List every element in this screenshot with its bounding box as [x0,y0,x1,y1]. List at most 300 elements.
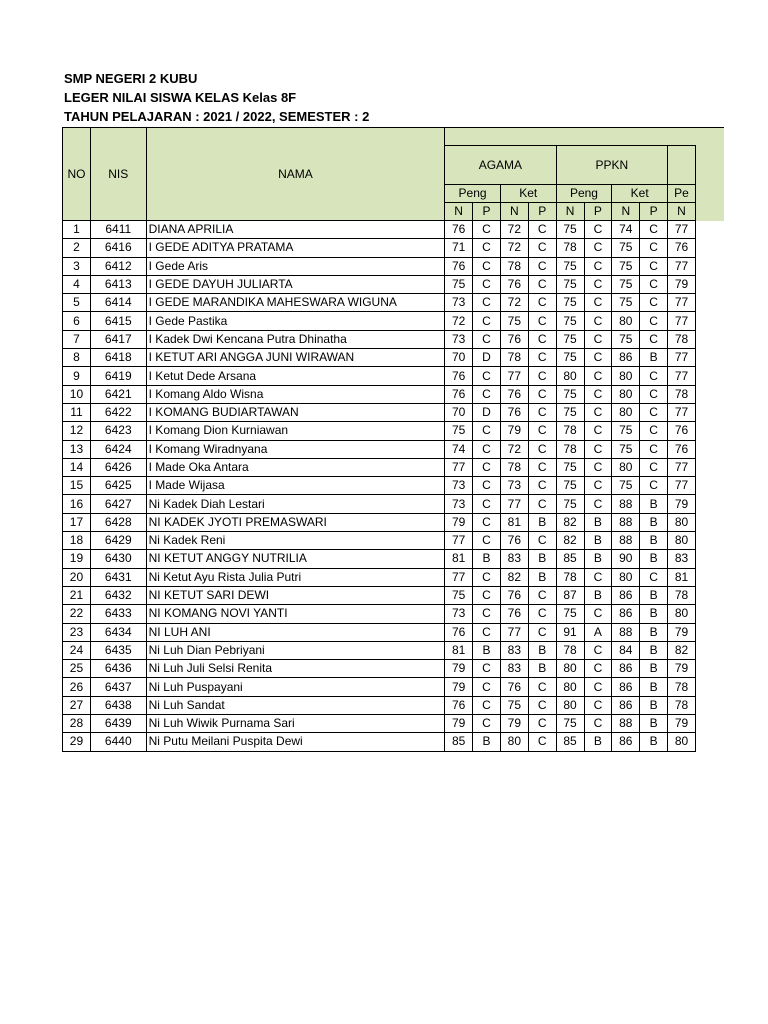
grade-agama-ket-p: B [528,641,556,659]
grade-agama-peng-p: C [473,440,501,458]
table-row [63,403,696,421]
grade-agama-peng-n: 75 [445,586,473,604]
header-subject-ppkn: PPKN [556,146,667,185]
grade-agama-peng-p: C [473,422,501,440]
grade-ppkn-peng-p: C [584,678,612,696]
row-no: 15 [63,477,91,495]
row-nama: Ni Luh Sandat [146,696,445,714]
grade-ppkn-peng-p: B [584,550,612,568]
grade-ppkn-peng-n: 75 [556,221,584,239]
row-no: 4 [63,275,91,293]
grade-agama-ket-n: 77 [500,495,528,513]
grade-agama-peng-n: 74 [445,440,473,458]
grade-ppkn-peng-n: 78 [556,440,584,458]
grade-ppkn-peng-n: 85 [556,550,584,568]
grade-ppkn-ket-p: B [640,641,668,659]
row-nis: 6437 [90,678,146,696]
grade-ppkn-ket-n: 88 [612,495,640,513]
grade-ppkn-ket-p: C [640,221,668,239]
grade-agama-peng-p: C [473,660,501,678]
grade-ppkn-ket-p: B [640,660,668,678]
row-nis: 6429 [90,532,146,550]
grade-agama-peng-n: 70 [445,403,473,421]
grade-ppkn-ket-p: C [640,275,668,293]
row-nis: 6411 [90,221,146,239]
grade-agama-ket-n: 73 [500,477,528,495]
grade-agama-peng-p: C [473,623,501,641]
grade-agama-peng-n: 73 [445,477,473,495]
grade-ppkn-peng-n: 78 [556,422,584,440]
grade-ppkn-peng-p: B [584,513,612,531]
table-row [63,623,696,641]
grade-agama-peng-p: C [473,367,501,385]
grade-ppkn-ket-p: C [640,385,668,403]
grade-agama-peng-p: C [473,221,501,239]
table-row [63,385,696,403]
academic-year: TAHUN PELAJARAN : 2021 / 2022, SEMESTER : 2 [64,109,370,124]
grade-agama-ket-p: C [528,221,556,239]
grade-ppkn-peng-n: 75 [556,312,584,330]
row-no: 9 [63,367,91,385]
grade-agama-peng-n: 77 [445,568,473,586]
grade-ppkn-peng-p: C [584,257,612,275]
grade-agama-ket-p: C [528,257,556,275]
grade-agama-peng-n: 75 [445,275,473,293]
header-p: P [528,203,556,221]
table-row [63,221,696,239]
grade-agama-peng-p: C [473,568,501,586]
grade-subject3-peng-n: 77 [668,221,696,239]
row-nis: 6430 [90,550,146,568]
row-nama: I Komang Wiradnyana [146,440,445,458]
report-titles [64,69,369,126]
grade-agama-ket-p: C [528,440,556,458]
grade-agama-ket-p: B [528,550,556,568]
table-row [63,275,696,293]
grade-agama-peng-n: 81 [445,641,473,659]
grade-agama-peng-n: 76 [445,385,473,403]
grade-ppkn-peng-p: C [584,440,612,458]
grade-subject3-peng-n: 78 [668,330,696,348]
grade-agama-peng-p: B [473,641,501,659]
header-n: N [556,203,584,221]
grade-subject3-peng-n: 80 [668,513,696,531]
row-no: 14 [63,458,91,476]
grade-subject3-peng-n: 78 [668,696,696,714]
header-n: N [668,203,696,221]
row-nama: Ni Kadek Reni [146,532,445,550]
grade-agama-peng-p: C [473,257,501,275]
grade-ppkn-ket-n: 75 [612,294,640,312]
table-row [63,422,696,440]
grade-agama-peng-p: C [473,495,501,513]
grade-agama-peng-p: C [473,678,501,696]
grade-agama-ket-n: 76 [500,532,528,550]
grade-agama-ket-n: 72 [500,239,528,257]
grade-agama-peng-p: C [473,294,501,312]
header-third-peng-partial: Pe [668,185,696,203]
grade-agama-peng-n: 77 [445,532,473,550]
grade-agama-peng-p: C [473,385,501,403]
table-row [63,330,696,348]
grade-agama-peng-n: 72 [445,312,473,330]
row-nama: I KOMANG BUDIARTAWAN [146,403,445,421]
table-row [63,440,696,458]
grade-ppkn-peng-n: 80 [556,678,584,696]
grade-agama-peng-n: 76 [445,696,473,714]
grade-agama-ket-p: B [528,568,556,586]
grade-ppkn-peng-p: B [584,586,612,604]
grade-subject3-peng-n: 79 [668,275,696,293]
row-no: 25 [63,660,91,678]
grade-agama-ket-n: 76 [500,385,528,403]
row-no: 2 [63,239,91,257]
header-group-blank [445,128,696,146]
row-nama: NI KETUT ANGGY NUTRILIA [146,550,445,568]
grade-agama-ket-n: 75 [500,312,528,330]
row-no: 10 [63,385,91,403]
row-nis: 6425 [90,477,146,495]
row-nama: Ni Luh Puspayani [146,678,445,696]
row-nis: 6416 [90,239,146,257]
row-nis: 6418 [90,349,146,367]
grade-ppkn-ket-n: 80 [612,568,640,586]
grade-ppkn-peng-n: 80 [556,660,584,678]
grade-ppkn-ket-n: 86 [612,349,640,367]
grade-agama-ket-n: 83 [500,550,528,568]
row-no: 29 [63,733,91,751]
grade-ppkn-ket-n: 84 [612,641,640,659]
grade-ppkn-ket-n: 86 [612,605,640,623]
table-row [63,532,696,550]
grade-ppkn-ket-n: 75 [612,275,640,293]
grade-agama-ket-n: 78 [500,458,528,476]
grade-subject3-peng-n: 76 [668,239,696,257]
grade-rows [63,221,696,752]
row-no: 24 [63,641,91,659]
grade-table [62,127,696,752]
grade-agama-ket-p: C [528,458,556,476]
grade-ppkn-peng-n: 75 [556,257,584,275]
grade-agama-peng-p: C [473,239,501,257]
grade-ppkn-ket-n: 75 [612,257,640,275]
grade-ppkn-peng-n: 82 [556,532,584,550]
row-nama: Ni Ketut Ayu Rista Julia Putri [146,568,445,586]
grade-ppkn-peng-p: C [584,385,612,403]
grade-ppkn-ket-p: C [640,312,668,330]
grade-ppkn-ket-p: C [640,257,668,275]
table-row [63,312,696,330]
grade-ppkn-peng-p: C [584,403,612,421]
grade-ppkn-ket-p: B [640,532,668,550]
grade-agama-ket-n: 78 [500,349,528,367]
row-nis: 6414 [90,294,146,312]
table-row [63,715,696,733]
grade-agama-ket-n: 76 [500,605,528,623]
row-nis: 6439 [90,715,146,733]
grade-agama-peng-n: 79 [445,660,473,678]
grade-ppkn-ket-n: 75 [612,422,640,440]
row-nis: 6417 [90,330,146,348]
grade-ppkn-peng-p: C [584,312,612,330]
grade-subject3-peng-n: 78 [668,586,696,604]
grade-ppkn-ket-p: B [640,715,668,733]
grade-subject3-peng-n: 77 [668,477,696,495]
grade-agama-peng-p: C [473,586,501,604]
grade-subject3-peng-n: 78 [668,678,696,696]
grade-agama-ket-p: C [528,367,556,385]
grade-ppkn-peng-n: 75 [556,715,584,733]
grade-agama-ket-n: 77 [500,623,528,641]
grade-agama-ket-n: 72 [500,221,528,239]
row-no: 20 [63,568,91,586]
grade-agama-ket-n: 77 [500,367,528,385]
grade-ppkn-peng-n: 75 [556,294,584,312]
row-nis: 6413 [90,275,146,293]
grade-agama-peng-n: 75 [445,422,473,440]
row-nama: I GEDE DAYUH JULIARTA [146,275,445,293]
header-agama-ket: Ket [500,185,556,203]
grade-ppkn-peng-p: C [584,495,612,513]
grade-agama-ket-p: C [528,385,556,403]
grade-ppkn-ket-p: C [640,440,668,458]
grade-subject3-peng-n: 79 [668,660,696,678]
row-no: 28 [63,715,91,733]
grade-sheet [62,127,696,756]
grade-ppkn-peng-p: C [584,422,612,440]
grade-ppkn-peng-p: C [584,239,612,257]
grade-ppkn-peng-p: C [584,568,612,586]
grade-ppkn-peng-n: 82 [556,513,584,531]
grade-agama-peng-p: C [473,275,501,293]
grade-ppkn-peng-n: 91 [556,623,584,641]
grade-ppkn-peng-n: 75 [556,385,584,403]
row-no: 12 [63,422,91,440]
grade-agama-ket-n: 82 [500,568,528,586]
grade-agama-peng-n: 79 [445,678,473,696]
row-nama: NI KETUT SARI DEWI [146,586,445,604]
grade-ppkn-ket-p: B [640,513,668,531]
table-row [63,458,696,476]
row-nis: 6438 [90,696,146,714]
grade-agama-peng-p: C [473,312,501,330]
row-no: 11 [63,403,91,421]
row-nama: I KETUT ARI ANGGA JUNI WIRAWAN [146,349,445,367]
row-nis: 6435 [90,641,146,659]
table-row [63,495,696,513]
grade-agama-ket-n: 76 [500,678,528,696]
grade-agama-peng-n: 76 [445,367,473,385]
row-nama: Ni Luh Juli Selsi Renita [146,660,445,678]
grade-agama-peng-p: C [473,715,501,733]
grade-agama-peng-p: D [473,403,501,421]
row-no: 7 [63,330,91,348]
grade-agama-peng-n: 70 [445,349,473,367]
grade-ppkn-peng-n: 80 [556,696,584,714]
table-row [63,550,696,568]
grade-agama-peng-p: C [473,532,501,550]
table-row [63,605,696,623]
table-row [63,294,696,312]
grade-ppkn-ket-p: C [640,422,668,440]
grade-subject3-peng-n: 77 [668,312,696,330]
row-no: 8 [63,349,91,367]
row-nama: Ni Luh Dian Pebriyani [146,641,445,659]
table-row [63,257,696,275]
grade-ppkn-ket-p: B [640,550,668,568]
row-nis: 6432 [90,586,146,604]
row-nis: 6412 [90,257,146,275]
grade-ppkn-ket-p: C [640,294,668,312]
grade-agama-ket-p: C [528,422,556,440]
header-n: N [445,203,473,221]
grade-agama-peng-n: 76 [445,257,473,275]
grade-ppkn-peng-n: 75 [556,605,584,623]
grade-agama-ket-n: 81 [500,513,528,531]
grade-ppkn-peng-p: C [584,641,612,659]
grade-ppkn-peng-n: 75 [556,349,584,367]
grade-ppkn-ket-p: C [640,458,668,476]
header-n: N [500,203,528,221]
grade-ppkn-peng-p: C [584,605,612,623]
row-no: 21 [63,586,91,604]
table-row [63,513,696,531]
grade-ppkn-peng-n: 75 [556,495,584,513]
row-nis: 6426 [90,458,146,476]
row-nama: NI LUH ANI [146,623,445,641]
row-nama: I Ketut Dede Arsana [146,367,445,385]
grade-agama-peng-p: D [473,349,501,367]
grade-ppkn-peng-n: 87 [556,586,584,604]
grade-agama-peng-n: 79 [445,513,473,531]
grade-agama-peng-p: C [473,458,501,476]
grade-agama-peng-p: C [473,477,501,495]
grade-agama-peng-n: 85 [445,733,473,751]
grade-ppkn-ket-p: B [640,586,668,604]
grade-agama-peng-p: B [473,733,501,751]
row-nama: I Kadek Dwi Kencana Putra Dhinatha [146,330,445,348]
grade-agama-peng-n: 76 [445,623,473,641]
grade-agama-ket-n: 75 [500,696,528,714]
row-nis: 6422 [90,403,146,421]
table-row [63,641,696,659]
grade-ppkn-peng-n: 75 [556,458,584,476]
table-row [63,239,696,257]
grade-agama-peng-n: 77 [445,458,473,476]
grade-subject3-peng-n: 76 [668,440,696,458]
grade-agama-ket-n: 83 [500,641,528,659]
row-nama: Ni Putu Meilani Puspita Dewi [146,733,445,751]
row-nis: 6434 [90,623,146,641]
row-nama: I GEDE MARANDIKA MAHESWARA WIGUNA [146,294,445,312]
grade-ppkn-peng-p: C [584,458,612,476]
grade-ppkn-ket-p: C [640,403,668,421]
grade-agama-ket-p: C [528,678,556,696]
grade-ppkn-peng-p: C [584,349,612,367]
header-subject-partial [668,146,696,185]
header-no: NO [63,128,91,221]
row-nis: 6424 [90,440,146,458]
table-row [63,733,696,751]
grade-subject3-peng-n: 77 [668,403,696,421]
grade-subject3-peng-n: 77 [668,458,696,476]
grade-ppkn-ket-n: 86 [612,696,640,714]
row-nama: DIANA APRILIA [146,221,445,239]
header-ppkn-ket: Ket [612,185,668,203]
row-nama: NI KOMANG NOVI YANTI [146,605,445,623]
grade-ppkn-ket-p: B [640,733,668,751]
grade-subject3-peng-n: 77 [668,257,696,275]
grade-agama-ket-p: C [528,239,556,257]
grade-ppkn-ket-n: 74 [612,221,640,239]
grade-agama-ket-p: C [528,403,556,421]
grade-subject3-peng-n: 79 [668,623,696,641]
grade-ppkn-ket-n: 80 [612,458,640,476]
grade-subject3-peng-n: 78 [668,385,696,403]
grade-agama-ket-p: C [528,477,556,495]
table-row [63,568,696,586]
grade-ppkn-ket-p: C [640,239,668,257]
row-no: 5 [63,294,91,312]
grade-agama-ket-p: C [528,715,556,733]
row-nama: I Made Oka Antara [146,458,445,476]
row-no: 3 [63,257,91,275]
grade-ppkn-ket-n: 86 [612,660,640,678]
grade-subject3-peng-n: 81 [668,568,696,586]
grade-ppkn-ket-p: B [640,495,668,513]
grade-agama-ket-n: 79 [500,422,528,440]
grade-subject3-peng-n: 77 [668,294,696,312]
row-no: 16 [63,495,91,513]
grade-ppkn-peng-n: 75 [556,403,584,421]
row-nis: 6421 [90,385,146,403]
row-nama: Ni Kadek Diah Lestari [146,495,445,513]
row-no: 18 [63,532,91,550]
row-nis: 6436 [90,660,146,678]
grade-ppkn-ket-p: C [640,330,668,348]
table-row [63,586,696,604]
grade-agama-ket-p: C [528,532,556,550]
grade-ppkn-ket-p: B [640,623,668,641]
row-no: 23 [63,623,91,641]
grade-ppkn-ket-p: B [640,349,668,367]
row-no: 22 [63,605,91,623]
grade-agama-ket-n: 72 [500,294,528,312]
grade-agama-ket-n: 76 [500,275,528,293]
row-nis: 6431 [90,568,146,586]
grade-ppkn-ket-p: C [640,477,668,495]
grade-agama-peng-p: C [473,605,501,623]
table-row [63,678,696,696]
grade-ppkn-ket-p: B [640,696,668,714]
grade-ppkn-ket-n: 88 [612,513,640,531]
grade-ppkn-peng-p: C [584,715,612,733]
grade-subject3-peng-n: 79 [668,715,696,733]
grade-agama-peng-p: B [473,550,501,568]
grade-ppkn-ket-n: 75 [612,330,640,348]
grade-agama-ket-p: C [528,586,556,604]
header-agama-peng: Peng [445,185,501,203]
grade-ppkn-peng-n: 75 [556,330,584,348]
grade-ppkn-peng-n: 80 [556,367,584,385]
grade-agama-ket-p: C [528,349,556,367]
row-no: 26 [63,678,91,696]
grade-agama-peng-n: 73 [445,330,473,348]
grade-ppkn-peng-p: C [584,330,612,348]
header-p: P [473,203,501,221]
grade-agama-ket-n: 80 [500,733,528,751]
table-row [63,477,696,495]
